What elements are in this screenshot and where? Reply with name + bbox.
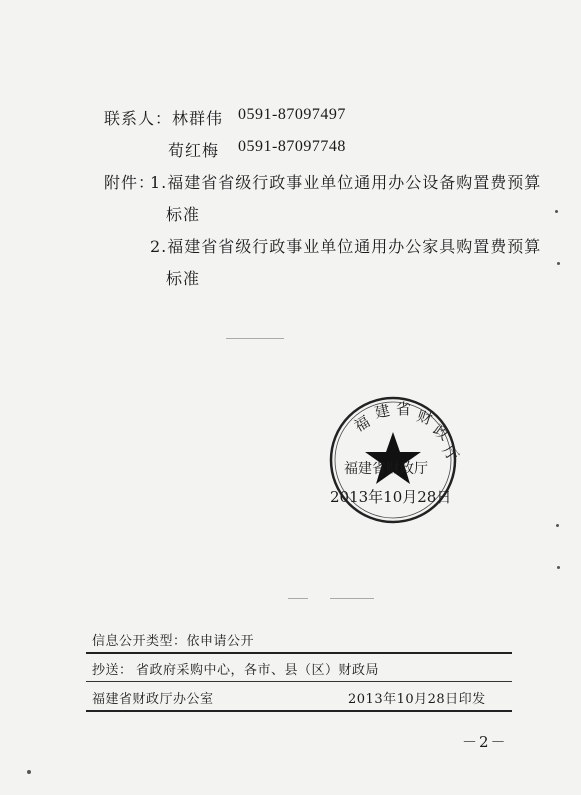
- footer-rule-bottom: [86, 710, 512, 712]
- cc-text: 省政府采购中心，各市、县（区）财政局: [136, 663, 380, 678]
- signature-org: 福建省财政厅: [344, 461, 428, 477]
- contact-person-2-phone: 0591-87097748: [238, 138, 346, 155]
- svg-text:财: 财: [414, 406, 435, 429]
- contact-person-1-phone: 0591-87097497: [238, 106, 346, 123]
- scan-mark: [226, 338, 284, 339]
- scan-speck: [27, 770, 31, 774]
- footer-rule-middle: [86, 681, 512, 682]
- issuer: 福建省财政厅办公室: [92, 692, 214, 707]
- attachment-item-2-line2: 标准: [166, 269, 201, 288]
- contact-person-2-name: 荀红梅: [168, 141, 220, 160]
- attachment-item-1-line1: 1.福建省省级行政事业单位通用办公设备购置费预算: [150, 173, 542, 192]
- scan-speck: [555, 210, 558, 213]
- scan-speck: [556, 524, 559, 527]
- svg-text:省: 省: [396, 400, 412, 418]
- page-number: －2－: [462, 733, 508, 751]
- scan-speck: [557, 566, 560, 569]
- attachments-label: 附件：: [104, 173, 156, 192]
- contact-line-1: [104, 106, 223, 129]
- disclosure-type: 信息公开类型：依申请公开: [92, 634, 255, 649]
- attachment-item-2-line1: 2.福建省省级行政事业单位通用办公家具购置费预算: [150, 237, 542, 256]
- svg-text:建: 建: [373, 401, 392, 422]
- svg-text:政: 政: [429, 420, 453, 445]
- scan-mark: [330, 598, 374, 599]
- scan-speck: [557, 262, 560, 265]
- cc-label: 抄送：: [92, 663, 133, 678]
- footer-rule-top: [86, 652, 512, 654]
- contact-label: 联系人：: [104, 109, 173, 128]
- contact-person-1-name: 林群伟: [172, 109, 224, 128]
- svg-text:福: 福: [351, 412, 374, 436]
- issue-date: 2013年10月28日印发: [348, 692, 486, 707]
- scan-mark: [288, 598, 308, 599]
- signature-date: 2013年10月28日: [330, 488, 452, 506]
- attachment-item-1-line2: 标准: [166, 205, 201, 224]
- svg-text:厅: 厅: [438, 441, 463, 465]
